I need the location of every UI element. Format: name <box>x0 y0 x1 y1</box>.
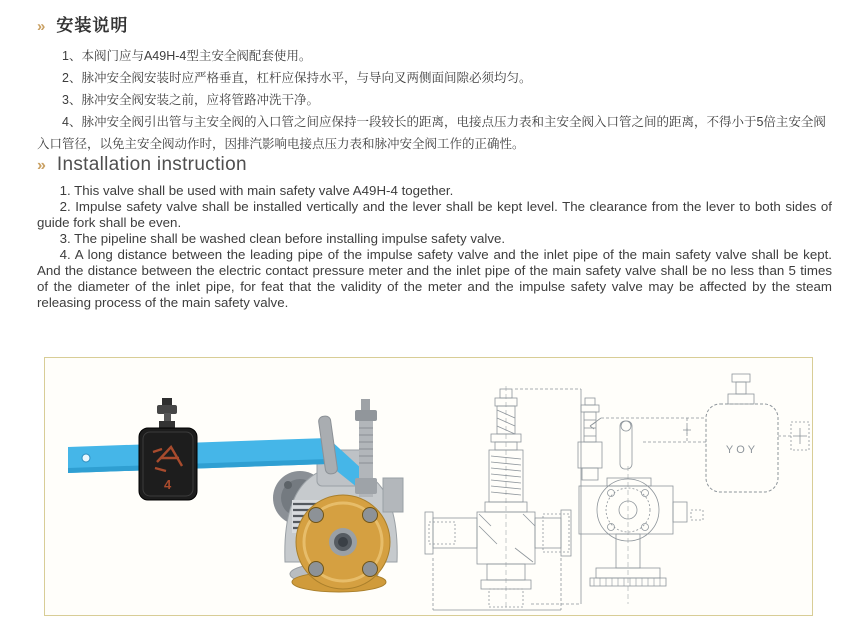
instructions-cn <box>37 45 832 155</box>
en-item-4: 4. A long distance between the leading pipe of the impulse safety valve and the inlet pipe of the main safety valve shall be kept. And the distance between the electric contact pressure meter and the inlet pipe of the main safety valve shall be no less than 5 times of the diameter of the inlet pipe, for feat that the validity of the meter and the impulse safety valve may be affected by the steam releasing process of the main safety valve. <box>37 247 832 310</box>
product-photo <box>68 398 403 592</box>
heading-en <box>37 154 832 176</box>
valve-side-view-drawing <box>578 398 706 604</box>
heading-cn <box>37 11 832 36</box>
cn-item-4: 4、脉冲安全阀引出管与主安全阀的入口管之间应保持一段较长的距离，电接点压力表和主安全阀入口管之间的距离，不得小于5倍主安全阀入口管径，以免主安全阀动作时，因排汽影响电接点压力表和脉冲安全阀工作的正确性。 <box>37 115 826 151</box>
en-item-2: 2. Impulse safety valve shall be installed vertically and the lever shall be kept level. The clearance from the lever to both sides of guide fork shall be even. <box>37 199 832 230</box>
double-chevron-icon: » <box>37 18 46 35</box>
weight-box <box>139 398 197 500</box>
section-title-en: Installation instruction <box>56 154 247 175</box>
spindle <box>355 399 377 497</box>
valve-cross-section-drawing <box>425 386 581 610</box>
cn-item-3: 3、脉冲安全阀安装之前，应将管路冲洗干净。 <box>62 93 319 107</box>
cn-item-1: 1、本阀门应与A49H-4型主安全阀配套使用。 <box>62 49 312 63</box>
section-installation-en <box>37 154 832 311</box>
double-chevron-icon: » <box>37 157 46 174</box>
section-installation-cn <box>37 11 832 155</box>
section-title-cn: 安装说明 <box>56 16 129 35</box>
cn-item-2: 2、脉冲安全阀安装时应严格垂直，杠杆应保持水平，与导向叉两侧面间隙必须均匀。 <box>62 71 532 85</box>
en-item-1: 1. This valve shall be used with main safety valve A49H-4 together. <box>59 183 454 198</box>
instructions-en <box>37 183 832 311</box>
outlet-flange <box>296 495 390 589</box>
en-item-3: 3. The pipeline shall be washed clean before installing impulse safety valve. <box>59 231 506 246</box>
control-box-drawing <box>706 374 809 492</box>
technical-drawings <box>425 374 809 610</box>
box-logo-mark: YOY <box>725 444 759 456</box>
stamp-number: 4 <box>164 477 172 492</box>
valve-figure <box>45 358 812 615</box>
figure-panel <box>44 357 813 616</box>
